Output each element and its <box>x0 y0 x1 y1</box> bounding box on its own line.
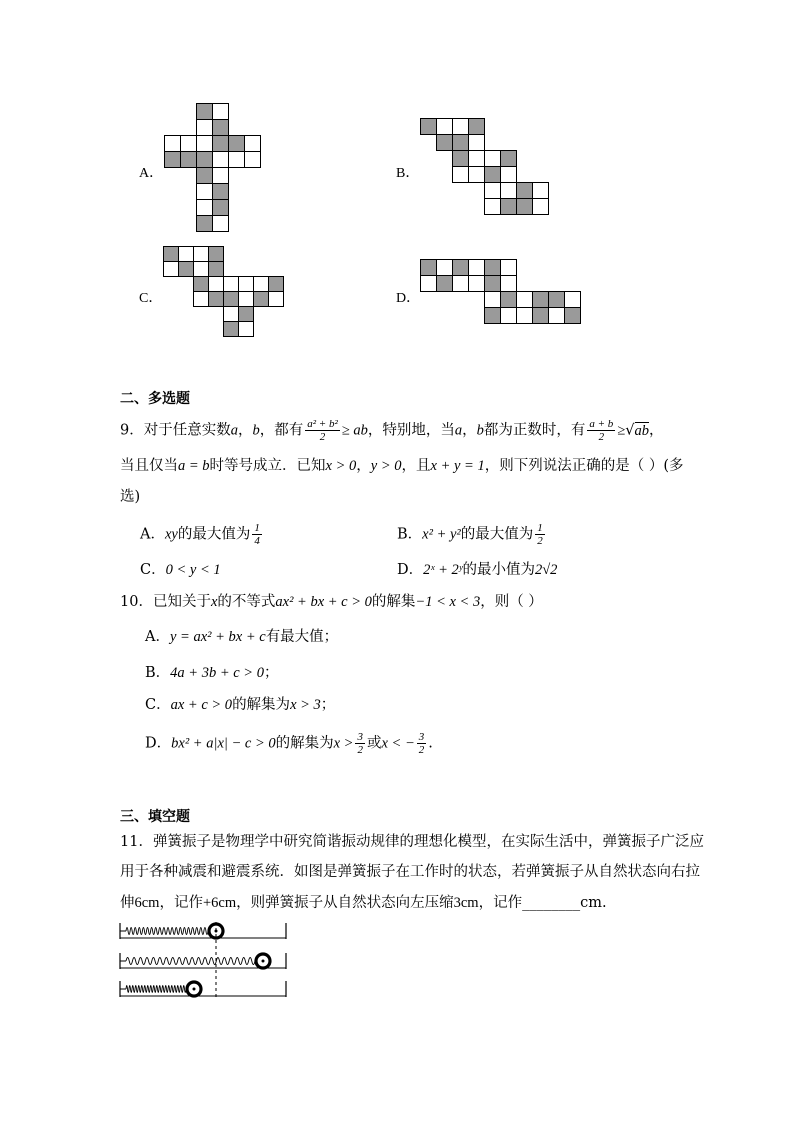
net-square <box>196 135 213 152</box>
frac-numerator: a² + b² <box>307 418 338 430</box>
net-square <box>436 134 453 151</box>
q9-line2-text: 当且仅当 <box>120 458 178 474</box>
option-text: 的最小值为 <box>462 562 535 578</box>
spring-coil <box>126 928 208 935</box>
net-square <box>516 307 533 324</box>
net-square <box>564 291 581 308</box>
net-square <box>484 291 501 308</box>
net-square <box>212 199 229 216</box>
q10-option-c[interactable] <box>145 695 335 715</box>
q9-option-b[interactable] <box>397 522 547 547</box>
q10-stem <box>120 592 543 612</box>
section-heading-fill-in: 三、填空题 <box>120 809 190 825</box>
net-square <box>238 291 254 307</box>
q9-line2-text-b: 时等号成立．已知 <box>209 458 326 474</box>
net-square <box>436 118 453 135</box>
net-square <box>180 151 197 168</box>
net-square <box>223 321 239 337</box>
option-label: C． <box>145 697 171 713</box>
option-label: A． <box>140 526 165 543</box>
option-or: 或 <box>366 735 382 752</box>
net-square <box>223 276 239 292</box>
frac-denominator: 4 <box>254 535 260 547</box>
q9-x-plus-y: x + y = 1 <box>430 458 485 474</box>
q9-var-b-2: b <box>476 422 484 439</box>
q9-stem-text-4: 都为正数时，有 <box>483 422 586 439</box>
q10-solution: −1 < x < 3 <box>415 594 481 610</box>
net-square <box>163 261 179 277</box>
q10-text-2: 的不等式 <box>217 594 276 610</box>
q10-option-d[interactable] <box>145 731 433 756</box>
net-square <box>484 275 501 292</box>
net-square <box>268 276 284 292</box>
q9-line2-text-c: ， <box>356 458 371 474</box>
option-expr: bx² + a|x| − c > 0 <box>171 735 276 752</box>
q9-var-a-2: a <box>454 422 463 439</box>
net-figure-c <box>163 246 291 341</box>
net-square <box>212 151 229 168</box>
net-option-b-label: B． <box>396 166 420 181</box>
net-square <box>500 198 517 215</box>
option-fraction-2 <box>417 731 427 756</box>
net-square <box>238 276 254 292</box>
net-square <box>193 276 209 292</box>
net-square <box>484 182 501 199</box>
net-square <box>244 135 261 152</box>
option-text: 的最大值为 <box>177 526 251 543</box>
option-label: A． <box>145 629 170 645</box>
net-square <box>193 246 209 262</box>
q10-text-4: ，则（ ） <box>480 594 543 610</box>
q9-fraction-2 <box>587 418 615 443</box>
q10-option-a[interactable] <box>145 627 338 647</box>
spring-oscillator-figure <box>112 918 302 1000</box>
q11-line-1: 11．弹簧振子是物理学中研究简谐振动规律的理想化模型，在实际生活中，弹簧振子广泛应 <box>120 834 704 850</box>
net-square <box>244 151 261 168</box>
q9-ge: ≥ <box>617 422 626 439</box>
net-square <box>178 261 194 277</box>
net-square <box>212 103 229 120</box>
net-square <box>193 291 209 307</box>
net-square <box>196 119 213 136</box>
q9-option-d[interactable] <box>397 560 557 580</box>
oscillator-ball-center <box>262 960 265 963</box>
frac-numerator: a + b <box>589 418 614 430</box>
section-heading-multiple-choice: 二、多选题 <box>120 391 190 407</box>
net-square <box>452 166 469 183</box>
net-square <box>500 150 517 167</box>
net-square <box>208 261 224 277</box>
option-fraction-1 <box>355 731 365 756</box>
net-square <box>196 151 213 168</box>
net-square <box>532 182 549 199</box>
net-square <box>208 246 224 262</box>
net-square <box>196 199 213 216</box>
q9-sqrt-ab: ab <box>634 422 650 439</box>
net-square <box>164 151 181 168</box>
net-square <box>468 150 485 167</box>
net-square <box>196 183 213 200</box>
net-square <box>164 135 181 152</box>
q9-var-b: b <box>252 422 260 439</box>
option-end: . <box>428 735 433 752</box>
net-square <box>484 259 501 276</box>
q9-stem-text-3: ，特别地，当 <box>367 422 455 439</box>
option-expr: 4a + 3b + c > 0 <box>170 665 264 681</box>
option-label: D． <box>397 562 424 578</box>
net-square <box>253 291 269 307</box>
net-square <box>548 291 565 308</box>
q9-line-1 <box>120 418 664 443</box>
net-square <box>223 291 239 307</box>
net-square <box>516 198 533 215</box>
net-square <box>163 246 179 262</box>
net-square <box>193 261 209 277</box>
q10-text-3: 的解集 <box>371 594 416 610</box>
net-figure-d <box>420 259 590 329</box>
q9-line-3: 选) <box>120 489 141 505</box>
q9-y-gt0: y > 0 <box>370 458 402 474</box>
net-square <box>484 198 501 215</box>
option-end: ； <box>320 697 336 713</box>
net-square <box>228 135 245 152</box>
net-square <box>468 134 485 151</box>
option-x1: x > <box>333 735 354 752</box>
net-square <box>500 275 517 292</box>
net-square <box>212 215 229 232</box>
option-text: 的解集为 <box>275 735 334 752</box>
option-expr: x² + y² <box>422 526 461 543</box>
net-square <box>253 276 269 292</box>
oscillator-ball-center <box>193 988 196 991</box>
option-expr: ax + c > 0 <box>170 697 233 713</box>
q9-line-end: ， <box>649 422 664 439</box>
net-figure-b <box>420 118 556 220</box>
q9-line-2 <box>120 456 683 476</box>
option-fraction <box>252 522 262 547</box>
net-square <box>178 246 194 262</box>
frac-numerator: 1 <box>254 522 260 534</box>
frac-denominator: 2 <box>319 431 326 443</box>
net-square <box>452 150 469 167</box>
q9-stem-text: 9．对于任意实数 <box>120 422 231 439</box>
option-x2: x < − <box>381 735 415 752</box>
net-square <box>228 151 245 168</box>
net-square <box>564 307 581 324</box>
q9-comma-2: ， <box>462 422 477 439</box>
option-expr: y = ax² + bx + c <box>169 629 266 645</box>
frac-numerator: 3 <box>357 731 363 743</box>
q11-value-plus6: +6cm <box>202 895 237 911</box>
q9-ge-ab: ≥ ab <box>341 422 368 439</box>
option-text: 的最大值为 <box>460 526 534 543</box>
option-value: 2√2 <box>534 562 558 578</box>
net-square <box>532 198 549 215</box>
net-square <box>468 118 485 135</box>
net-option-a-label: A． <box>139 166 164 181</box>
net-square <box>484 150 501 167</box>
option-expr: 2ˣ + 2ʸ <box>423 562 463 578</box>
q9-option-a[interactable] <box>140 522 264 547</box>
option-label: D． <box>145 735 172 752</box>
option-label: B． <box>397 526 423 543</box>
net-square <box>500 291 517 308</box>
q9-fraction-1 <box>305 418 340 443</box>
q9-option-c[interactable] <box>140 560 221 580</box>
net-square <box>420 275 437 292</box>
net-square <box>212 167 229 184</box>
option-text: 的解集为 <box>232 697 291 713</box>
q10-var-x: x <box>210 594 218 610</box>
net-square <box>532 291 549 308</box>
option-expr: xy <box>164 526 178 543</box>
net-square <box>420 118 437 135</box>
net-square <box>516 291 533 308</box>
frac-denominator: 2 <box>537 535 543 547</box>
net-square <box>484 307 501 324</box>
net-square <box>532 307 549 324</box>
option-label: B． <box>145 665 171 681</box>
option-expr-2: x > 3 <box>290 697 321 713</box>
q11-value-6cm: 6cm <box>134 895 160 911</box>
net-square <box>208 291 224 307</box>
net-square <box>208 276 224 292</box>
option-fraction <box>535 522 545 547</box>
net-square <box>500 259 517 276</box>
net-square <box>452 118 469 135</box>
sqrt-icon: √ <box>625 422 635 439</box>
q9-line2-text-d: ，且 <box>401 458 431 474</box>
net-square <box>223 306 239 322</box>
net-figure-a <box>164 103 266 239</box>
net-square <box>548 307 565 324</box>
q11-unit: cm. <box>580 895 607 911</box>
q10-option-b[interactable] <box>145 663 278 683</box>
net-option-d-label: D． <box>396 291 421 306</box>
q10-inequality: ax² + bx + c > 0 <box>275 594 372 610</box>
spring-coil <box>126 958 255 965</box>
q11-text-2: ，记作 <box>159 895 203 911</box>
net-square <box>238 321 254 337</box>
frac-denominator: 2 <box>418 744 425 756</box>
net-square <box>452 259 469 276</box>
q9-stem-text-2: ，都有 <box>259 422 304 439</box>
net-square <box>468 166 485 183</box>
q11-text-4: ，记作 <box>478 895 523 911</box>
q9-var-a: a <box>230 422 238 439</box>
q9-comma: ， <box>237 422 253 439</box>
frac-numerator: 1 <box>537 522 543 534</box>
net-square <box>484 166 501 183</box>
q11-line-2: 用于各种减震和避震系统．如图是弹簧振子在工作时的状态，若弹簧振子从自然状态向右拉 <box>120 864 700 880</box>
net-square <box>436 275 453 292</box>
net-square <box>268 291 284 307</box>
net-square <box>180 135 197 152</box>
spring-coil <box>126 986 186 993</box>
net-square <box>500 166 517 183</box>
q11-text-3: ，则弹簧振子从自然状态向左压缩 <box>236 895 454 911</box>
net-square <box>196 103 213 120</box>
frac-denominator: 2 <box>357 744 363 756</box>
option-text: 有最大值； <box>265 629 339 645</box>
q11-answer-blank[interactable]: ________ <box>522 895 581 911</box>
q10-text: 10．已知关于 <box>120 594 211 610</box>
net-square <box>500 307 517 324</box>
frac-numerator: 3 <box>418 731 425 743</box>
net-square <box>468 259 485 276</box>
net-square <box>212 119 229 136</box>
q9-a-eq-b: a = b <box>178 458 210 474</box>
option-text: ； <box>263 665 279 681</box>
net-square <box>196 215 213 232</box>
net-option-c-label: C． <box>139 291 163 306</box>
net-square <box>452 134 469 151</box>
q11-value-3cm: 3cm <box>453 895 479 911</box>
option-expr: 0 < y < 1 <box>165 562 221 578</box>
net-square <box>212 183 229 200</box>
net-square <box>238 306 254 322</box>
net-square <box>468 275 485 292</box>
option-label: C． <box>140 562 166 578</box>
net-square <box>420 259 437 276</box>
q11-line-3 <box>120 893 607 913</box>
net-square <box>436 259 453 276</box>
net-square <box>500 182 517 199</box>
net-square <box>516 182 533 199</box>
net-square <box>452 275 469 292</box>
q9-line2-text-e: ，则下列说法正确的是（ ）(多 <box>484 458 684 474</box>
q9-x-gt0: x > 0 <box>325 458 357 474</box>
net-square <box>212 135 229 152</box>
frac-denominator: 2 <box>598 431 605 443</box>
q11-text: 伸 <box>120 895 135 911</box>
net-square <box>196 167 213 184</box>
